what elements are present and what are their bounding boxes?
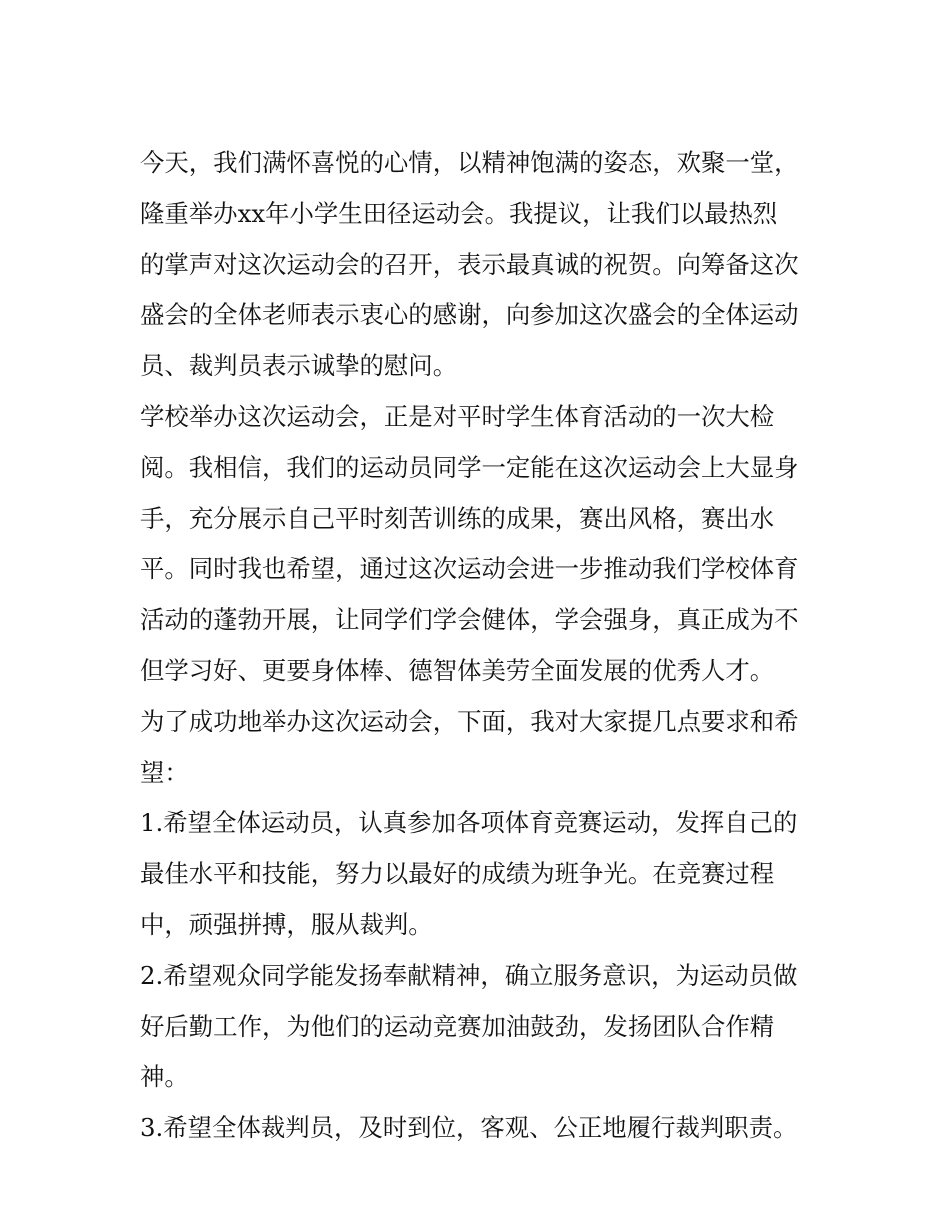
text-line: 望： — [140, 757, 189, 787]
text-line: 2.希望观众同学能发扬奉献精神，确立服务意识，为运动员做 — [140, 960, 798, 990]
text-line: 学校举办这次运动会，正是对平时学生体育活动的一次大检 — [140, 401, 775, 431]
text-line: 盛会的全体老师表示衷心的感谢，向参加这次盛会的全体运动 — [140, 300, 799, 330]
text-line: 最佳水平和技能，努力以最好的成绩为班争光。在竞赛过程 — [140, 859, 775, 889]
text-line: 中，顽强拼搏，服从裁判。 — [140, 909, 433, 939]
text-line: 阅。我相信，我们的运动员同学一定能在这次运动会上大显身 — [140, 452, 799, 482]
text-line: 3.希望全体裁判员，及时到位，客观、公正地履行裁判职责。 — [140, 1113, 798, 1143]
text-line: 1.希望全体运动员，认真参加各项体育竞赛运动，发挥自己的 — [140, 808, 798, 838]
text-line: 活动的蓬勃开展，让同学们学会健体，学会强身，真正成为不 — [140, 605, 799, 635]
text-line: 平。同时我也希望，通过这次运动会进一步推动我们学校体育 — [140, 554, 799, 584]
document-body — [140, 138, 820, 1154]
text-line: 隆重举办xx年小学生田径运动会。我提议，让我们以最热烈 — [140, 198, 778, 228]
text-line: 但学习好、更要身体棒、德智体美劳全面发展的优秀人才。 — [140, 655, 775, 685]
text-line: 今天，我们满怀喜悦的心情，以精神饱满的姿态，欢聚一堂， — [140, 148, 799, 177]
text-line: 为了成功地举办这次运动会，下面，我对大家提几点要求和希 — [140, 706, 799, 736]
text-line: 神。 — [140, 1062, 189, 1092]
text-line: 的掌声对这次运动会的召开，表示最真诚的祝贺。向筹备这次 — [140, 249, 799, 279]
text-line: 员、裁判员表示诚挚的慰问。 — [140, 351, 458, 381]
text-line: 好后勤工作，为他们的运动竞赛加油鼓劲，发扬团队合作精 — [140, 1011, 775, 1041]
text-line: 手，充分展示自己平时刻苦训练的成果，赛出风格，赛出水 — [140, 503, 775, 533]
